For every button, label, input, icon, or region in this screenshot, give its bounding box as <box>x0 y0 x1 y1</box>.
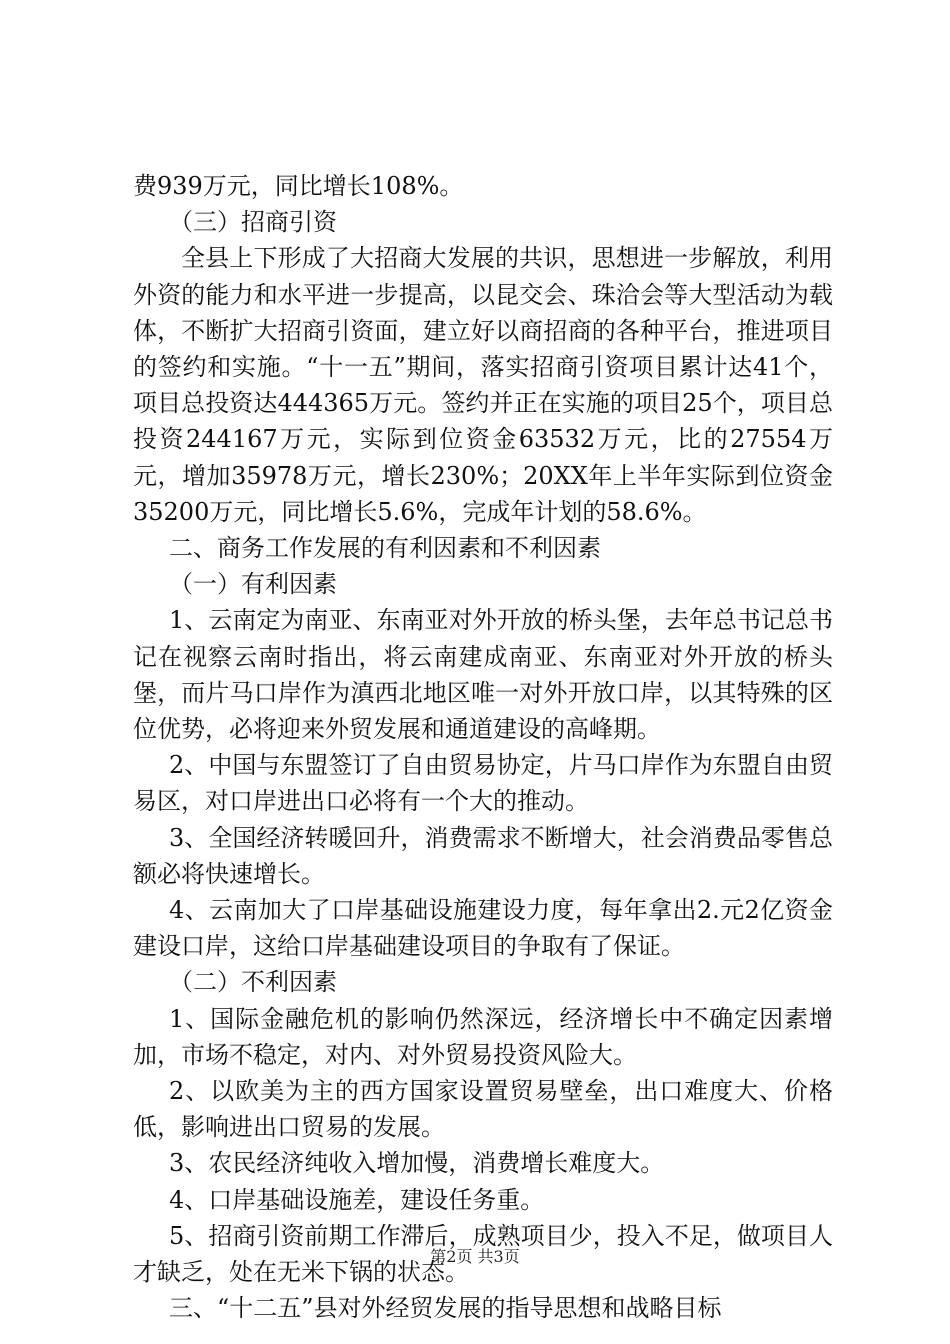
section-heading-factors: 二、商务工作发展的有利因素和不利因素 <box>169 534 601 563</box>
page-number-label: 第2页 共3页 <box>430 1247 520 1266</box>
list-item-unfavorable-4: 4、口岸基础设施差，建设任务重。 <box>169 1185 545 1214</box>
section-heading-investment: （三）招商引资 <box>169 208 337 237</box>
list-item-favorable-2: 2、中国与东盟签订了自由贸易协定，片马口岸作为东盟自由贸易区，对口岸进出口必将有一个大的推动。 <box>133 751 833 816</box>
page-footer <box>0 1244 950 1267</box>
list-item-unfavorable-1: 1、国际金融危机的影响仍然深远，经济增长中不确定因素增加，市场不稳定，对内、对外贸易投资风险大。 <box>133 1004 833 1069</box>
document-body <box>133 168 833 1327</box>
subheading-unfavorable: （二）不利因素 <box>169 968 337 997</box>
list-item-favorable-3: 3、全国经济转暖回升，消费需求不断增大，社会消费品零售总额必将快速增长。 <box>133 823 833 888</box>
paragraph-continuation: 费939万元，同比增长108%。 <box>133 172 464 200</box>
list-item-unfavorable-3: 3、农民经济纯收入增加慢，消费增长难度大。 <box>169 1149 665 1178</box>
subheading-favorable: （一）有利因素 <box>169 570 337 599</box>
list-item-favorable-1: 1、云南定为南亚、东南亚对外开放的桥头堡，去年总书记总书记在视察云南时指出，将云南建成南亚、东南亚对外开放的桥头堡，而片马口岸作为滇西北地区唯一对外开放口岸，以其特殊的区位优势，必将迎来外贸发展和通道建设的高峰期。 <box>133 606 833 744</box>
paragraph-investment: 全县上下形成了大招商大发展的共识，思想进一步解放，利用外资的能力和水平进一步提高，以昆交会、珠洽会等大型活动为载体，不断扩大招商引资面，建立好以商招商的各种平台，推进项目的签约和实施。“十一五”期间，落实招商引资项目累计达41个，项目总投资达444365万元。签约并正在实施的项目25个，项目总投资244167万元，实际到位资金63532万元，比的27554万元，增加35978万元，增长230%；20XX年上半年实际到位资金35200万元，同比增长5.6%，完成年计划的58.6%。 <box>133 244 833 526</box>
list-item-unfavorable-2: 2、以欧美为主的西方国家设置贸易壁垒，出口难度大、价格低，影响进出口贸易的发展。 <box>133 1077 833 1142</box>
list-item-unfavorable-5: 5、招商引资前期工作滞后，成熟项目少，投入不足，做项目人才缺乏，处在无米下锅的状态。 <box>133 1221 833 1287</box>
section-heading-strategy: 三、“十二五”县对外经贸发展的指导思想和战略目标 <box>169 1294 722 1323</box>
list-item-favorable-4: 4、云南加大了口岸基础设施建设力度，每年拿出2.元2亿资金建设口岸，这给口岸基础建设项目的争取有了保证。 <box>133 896 833 961</box>
